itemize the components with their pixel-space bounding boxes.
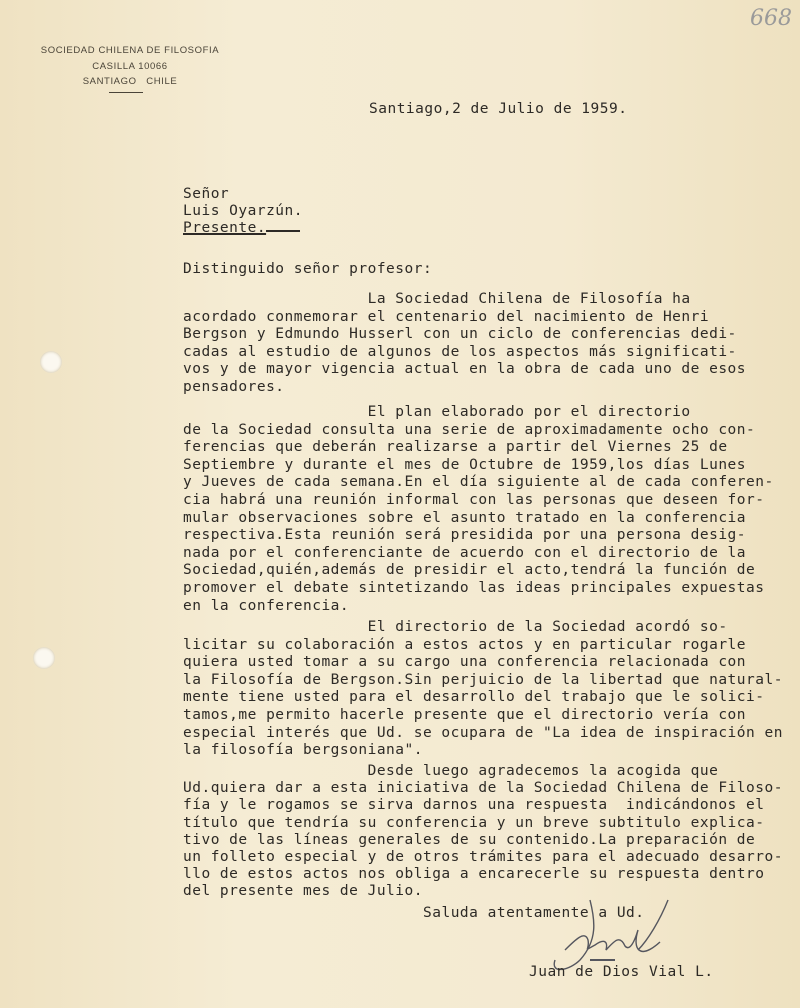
- paragraph-3: [183, 619, 783, 760]
- paragraph-line: la filosofía bergsoniana".: [183, 742, 423, 759]
- recipient-name: Luis Oyarzún.: [183, 203, 303, 219]
- punch-hole: [33, 647, 55, 669]
- letterhead-rule: [109, 92, 143, 93]
- paragraph-line: acordado conmemorar el centenario del nacimiento de Henri: [183, 308, 710, 325]
- paragraph-line: La Sociedad Chilena de Filosofía ha: [183, 291, 691, 307]
- paragraph-line: y Jueves de cada semana.En el día siguiente al de cada conferen-: [183, 474, 774, 491]
- paragraph-line: cadas al estudio de algunos de los aspectos más significati-: [183, 343, 737, 360]
- paragraph-line: Bergson y Edmundo Husserl con un ciclo de conferencias dedi-: [183, 326, 737, 343]
- paragraph-line: Ud.quiera dar a esta iniciativa de la Sociedad Chilena de Filoso-: [183, 780, 783, 797]
- paragraph-line: licitar su colaboración a estos actos y en particular rogarle: [183, 636, 747, 653]
- paragraph-line: Desde luego agradecemos la acogida que: [183, 763, 719, 779]
- paragraph-line: El directorio de la Sociedad acordó so-: [183, 619, 728, 635]
- archive-page-number: 668: [750, 6, 792, 31]
- letterhead-city: SANTIAGO CHILE: [82, 76, 178, 87]
- recipient-title: Señor: [183, 186, 230, 202]
- paragraph-line: un folleto especial y de otros trámites para el adecuado desarro-: [183, 849, 783, 866]
- paragraph-line: vos y de mayor vigencia actual en la obra de cada uno de esos: [183, 361, 747, 378]
- signatory-name: Juan de Dios Vial L.: [529, 964, 714, 980]
- paragraph-line: El plan elaborado por el directorio: [183, 404, 691, 420]
- paragraph-line: cia habrá una reunión informal con las personas que deseen for-: [183, 491, 765, 508]
- paragraph-line: título que tendría su conferencia y un breve subtitulo explica-: [183, 814, 765, 831]
- letterhead-org: SOCIEDAD CHILENA DE FILOSOFIA: [40, 45, 220, 56]
- paragraph-line: tamos,me permito hacerle presente que el directorio vería con: [183, 706, 747, 723]
- paragraph-line: especial interés que Ud. se ocupara de "La idea de inspiración en: [183, 724, 783, 741]
- paragraph-line: Septiembre y durante el mes de Octubre de 1959,los días Lunes: [183, 456, 747, 473]
- paragraph-line: tivo de las líneas generales de su contenido.La preparación de: [183, 831, 756, 848]
- closing: Saluda atentamente a Ud.: [423, 905, 645, 921]
- paragraph-line: mular observaciones sobre el asunto tratado en la conferencia: [183, 509, 747, 526]
- paragraph-line: mente tiene usted para el desarrollo del trabajo que le solici-: [183, 689, 765, 706]
- paragraph-line: promover el debate sintetizando las ideas principales expuestas: [183, 579, 765, 596]
- paragraph-line: quiera usted tomar a su cargo una conferencia relacionada con: [183, 654, 747, 671]
- paragraph-line: ferencias que deberán realizarse a partir del Viernes 25 de: [183, 439, 728, 456]
- letterhead-box: CASILLA 10066: [92, 61, 168, 72]
- paragraph-2: [183, 404, 774, 615]
- punch-hole: [40, 351, 62, 373]
- letter-date: Santiago,2 de Julio de 1959.: [369, 101, 628, 117]
- recipient-presente-text: Presente.: [183, 220, 267, 236]
- paragraph-4: [183, 763, 783, 901]
- paragraph-line: Sociedad,quién,además de presidir el acto,tendrá la función de: [183, 562, 756, 579]
- presente-underline: [266, 230, 300, 232]
- salutation: Distinguido señor profesor:: [183, 261, 433, 277]
- paragraph-line: llo de estos actos nos obliga a encarecerle su respuesta dentro: [183, 866, 765, 883]
- paragraph-line: del presente mes de Julio.: [183, 883, 423, 900]
- paragraph-line: nada por el conferenciante de acuerdo con el directorio de la: [183, 544, 747, 561]
- paragraph-line: fía y le rogamos se sirva darnos una respuesta indicándonos el: [183, 797, 765, 814]
- paragraph-line: la Filosofía de Bergson.Sin perjuicio de la libertad que natural-: [183, 671, 783, 688]
- recipient-presente: [183, 220, 300, 238]
- paragraph-line: de la Sociedad consulta una serie de aproximadamente ocho con-: [183, 421, 756, 438]
- paragraph-line: en la conferencia.: [183, 597, 350, 614]
- paragraph-line: respectiva.Esta reunión será presidida por una persona desig-: [183, 527, 747, 544]
- paragraph-1: [183, 291, 746, 397]
- paragraph-line: pensadores.: [183, 378, 285, 395]
